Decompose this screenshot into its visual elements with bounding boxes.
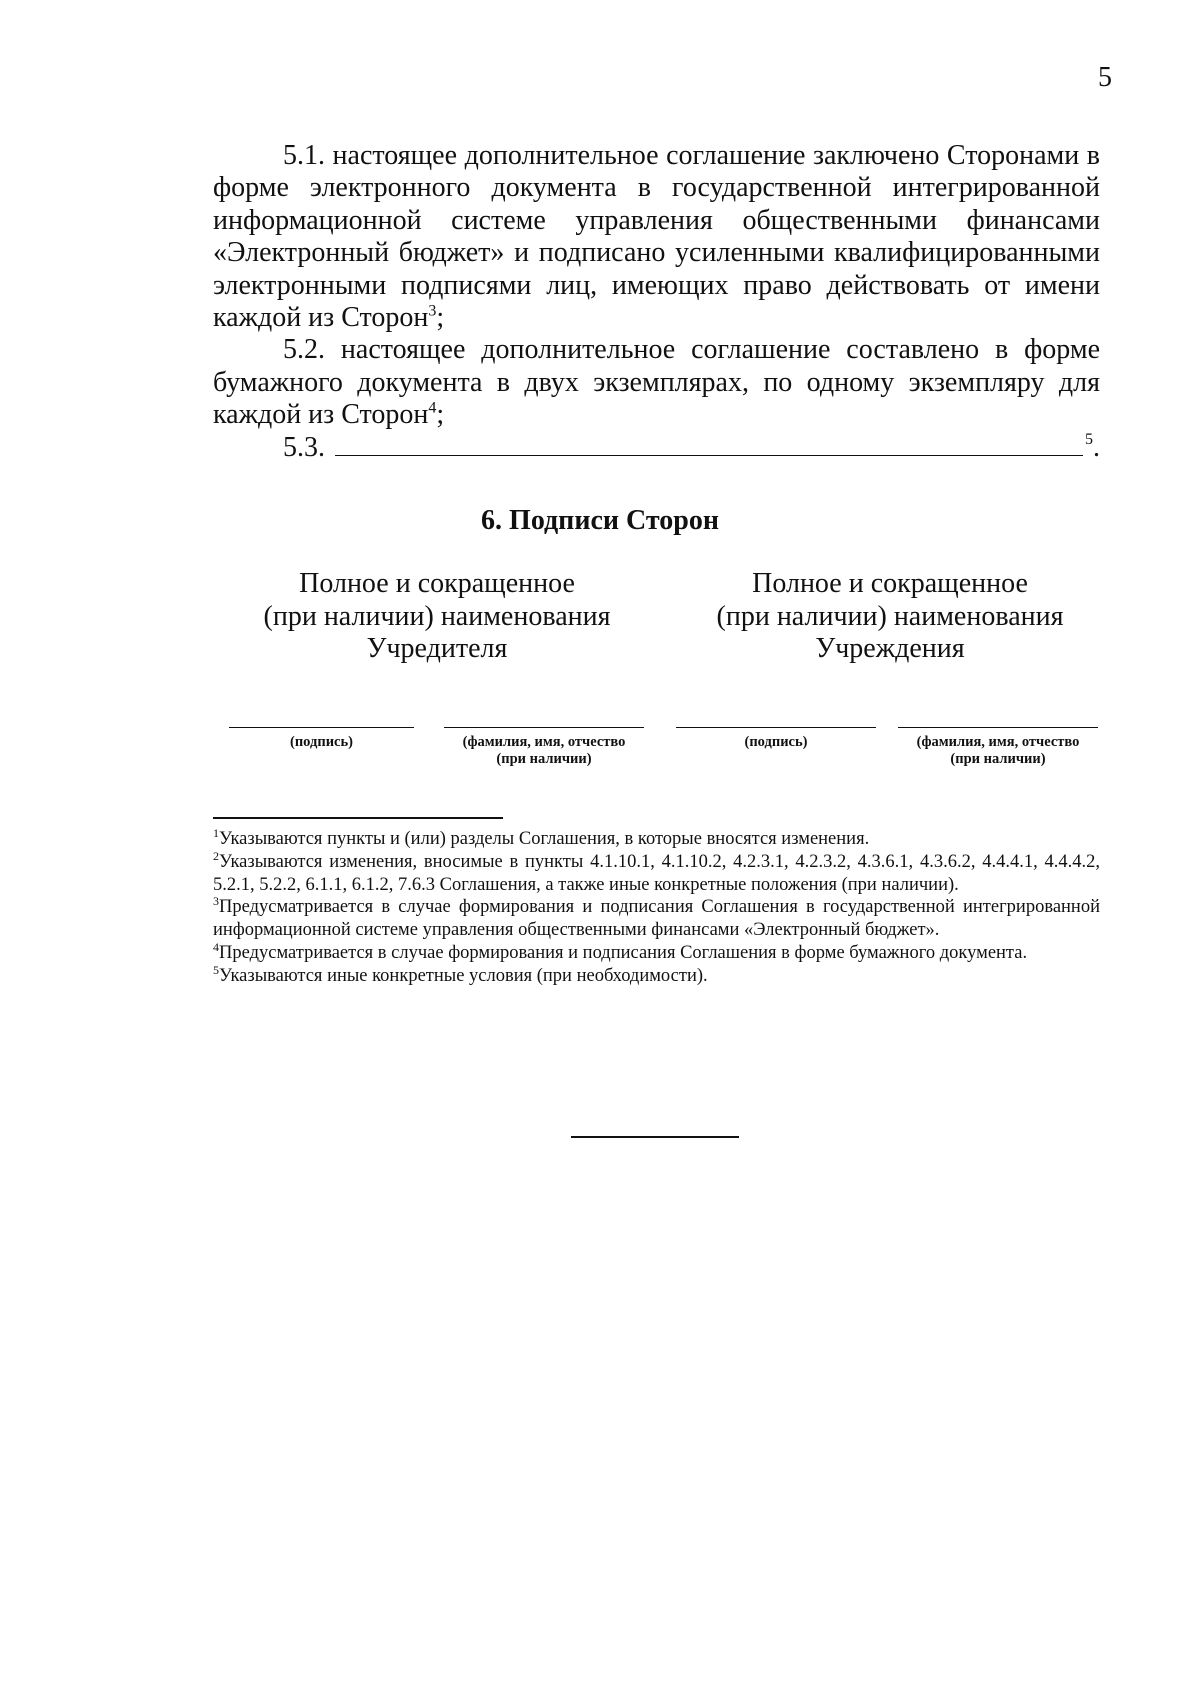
founder-signature-field[interactable] bbox=[229, 727, 414, 751]
party-institution-line1: Полное и сокращенное bbox=[752, 568, 1028, 599]
footnote-1: $^1$Указываются пункты и (или) разделы Соглашения, в которые вносятся изменения. bbox=[213, 825, 870, 849]
party-institution-line2: (при наличии) наименования bbox=[716, 600, 1064, 632]
name-caption-line2: (при наличии) bbox=[496, 751, 592, 767]
section-title: 6. Подписи Сторон bbox=[481, 505, 719, 536]
footnotes-block bbox=[213, 825, 1100, 988]
clause-5-3: 5.3. 5 . bbox=[213, 432, 1100, 468]
footnote-ref-3[interactable]: 3 bbox=[428, 302, 437, 320]
party-institution bbox=[680, 568, 1100, 666]
signature-caption: (подпись) bbox=[290, 734, 353, 750]
party-founder-line1: Полное и сокращенное bbox=[299, 568, 575, 599]
name-caption-line1: (фамилия, имя, отчество bbox=[462, 734, 626, 750]
name-caption-line1: (фамилия, имя, отчество bbox=[916, 734, 1080, 750]
party-founder-line2: (при наличии) наименования bbox=[263, 600, 611, 632]
founder-name-field[interactable] bbox=[444, 727, 644, 768]
name-line bbox=[444, 727, 644, 728]
footnote-separator bbox=[213, 817, 503, 819]
page-number: 5 bbox=[1098, 62, 1112, 93]
footnote-ref-5[interactable]: 5 bbox=[1085, 430, 1093, 448]
footnote-2: $^2$Указываются изменения, вносимые в пункты 4.1.10.1, 4.1.10.2, 4.2.3.1, 4.2.3.2, 4.3.6.1, 4.3.6.2, 4.4.4.1, 4.4.4.2, 5.2.1, 5.2.2, 6.1.1, 6.1.2, 7.6.3 Соглашения, а также иные конкретные положения (при наличии). bbox=[213, 848, 1100, 895]
institution-signature-field[interactable] bbox=[676, 727, 876, 751]
footnote-3: $^3$Предусматривается в случае формирования и подписания Соглашения в государственной интегрированной информационной системе управления общественными финансами «Электронный бюджет». bbox=[213, 894, 1100, 941]
clause-5-1: 5.1. настоящее дополнительное соглашение заключено Сторонами в форме электронного документа в государственной интегрированной информационной системе управления общественными финансами «Электронный бюджет» и подписано усиленными квалифицированными электронными подписями лиц, имеющих право действовать от имени каждой из Сторон$^3$; bbox=[213, 140, 1100, 334]
clause-5-3-number: 5.3. bbox=[283, 431, 325, 463]
clause-5-2: 5.2. настоящее дополнительное соглашение составлено в форме бумажного документа в двух экземплярах, по одному экземпляру для каждой из Сторон$^4$; bbox=[213, 334, 1100, 431]
name-line bbox=[898, 727, 1098, 728]
signature-line bbox=[229, 727, 414, 728]
footnote-5: $^5$Указываются иные конкретные условия (при необходимости). bbox=[213, 962, 708, 986]
clause-5-3-blank-line[interactable] bbox=[335, 433, 1083, 456]
clauses-block bbox=[213, 140, 1100, 468]
footnote-4: $^4$Предусматривается в случае формирования и подписания Соглашения в форме бумажного документа. bbox=[213, 939, 1028, 963]
party-founder bbox=[227, 568, 647, 666]
end-of-document-rule bbox=[571, 1136, 739, 1138]
institution-name-field[interactable] bbox=[898, 727, 1098, 768]
party-founder-line3: Учредителя bbox=[366, 633, 508, 664]
signature-line bbox=[676, 727, 876, 728]
footnote-ref-4[interactable]: 4 bbox=[428, 399, 437, 417]
name-caption-line2: (при наличии) bbox=[950, 751, 1046, 767]
signature-caption: (подпись) bbox=[744, 734, 808, 750]
party-institution-line3: Учреждения bbox=[815, 633, 965, 664]
